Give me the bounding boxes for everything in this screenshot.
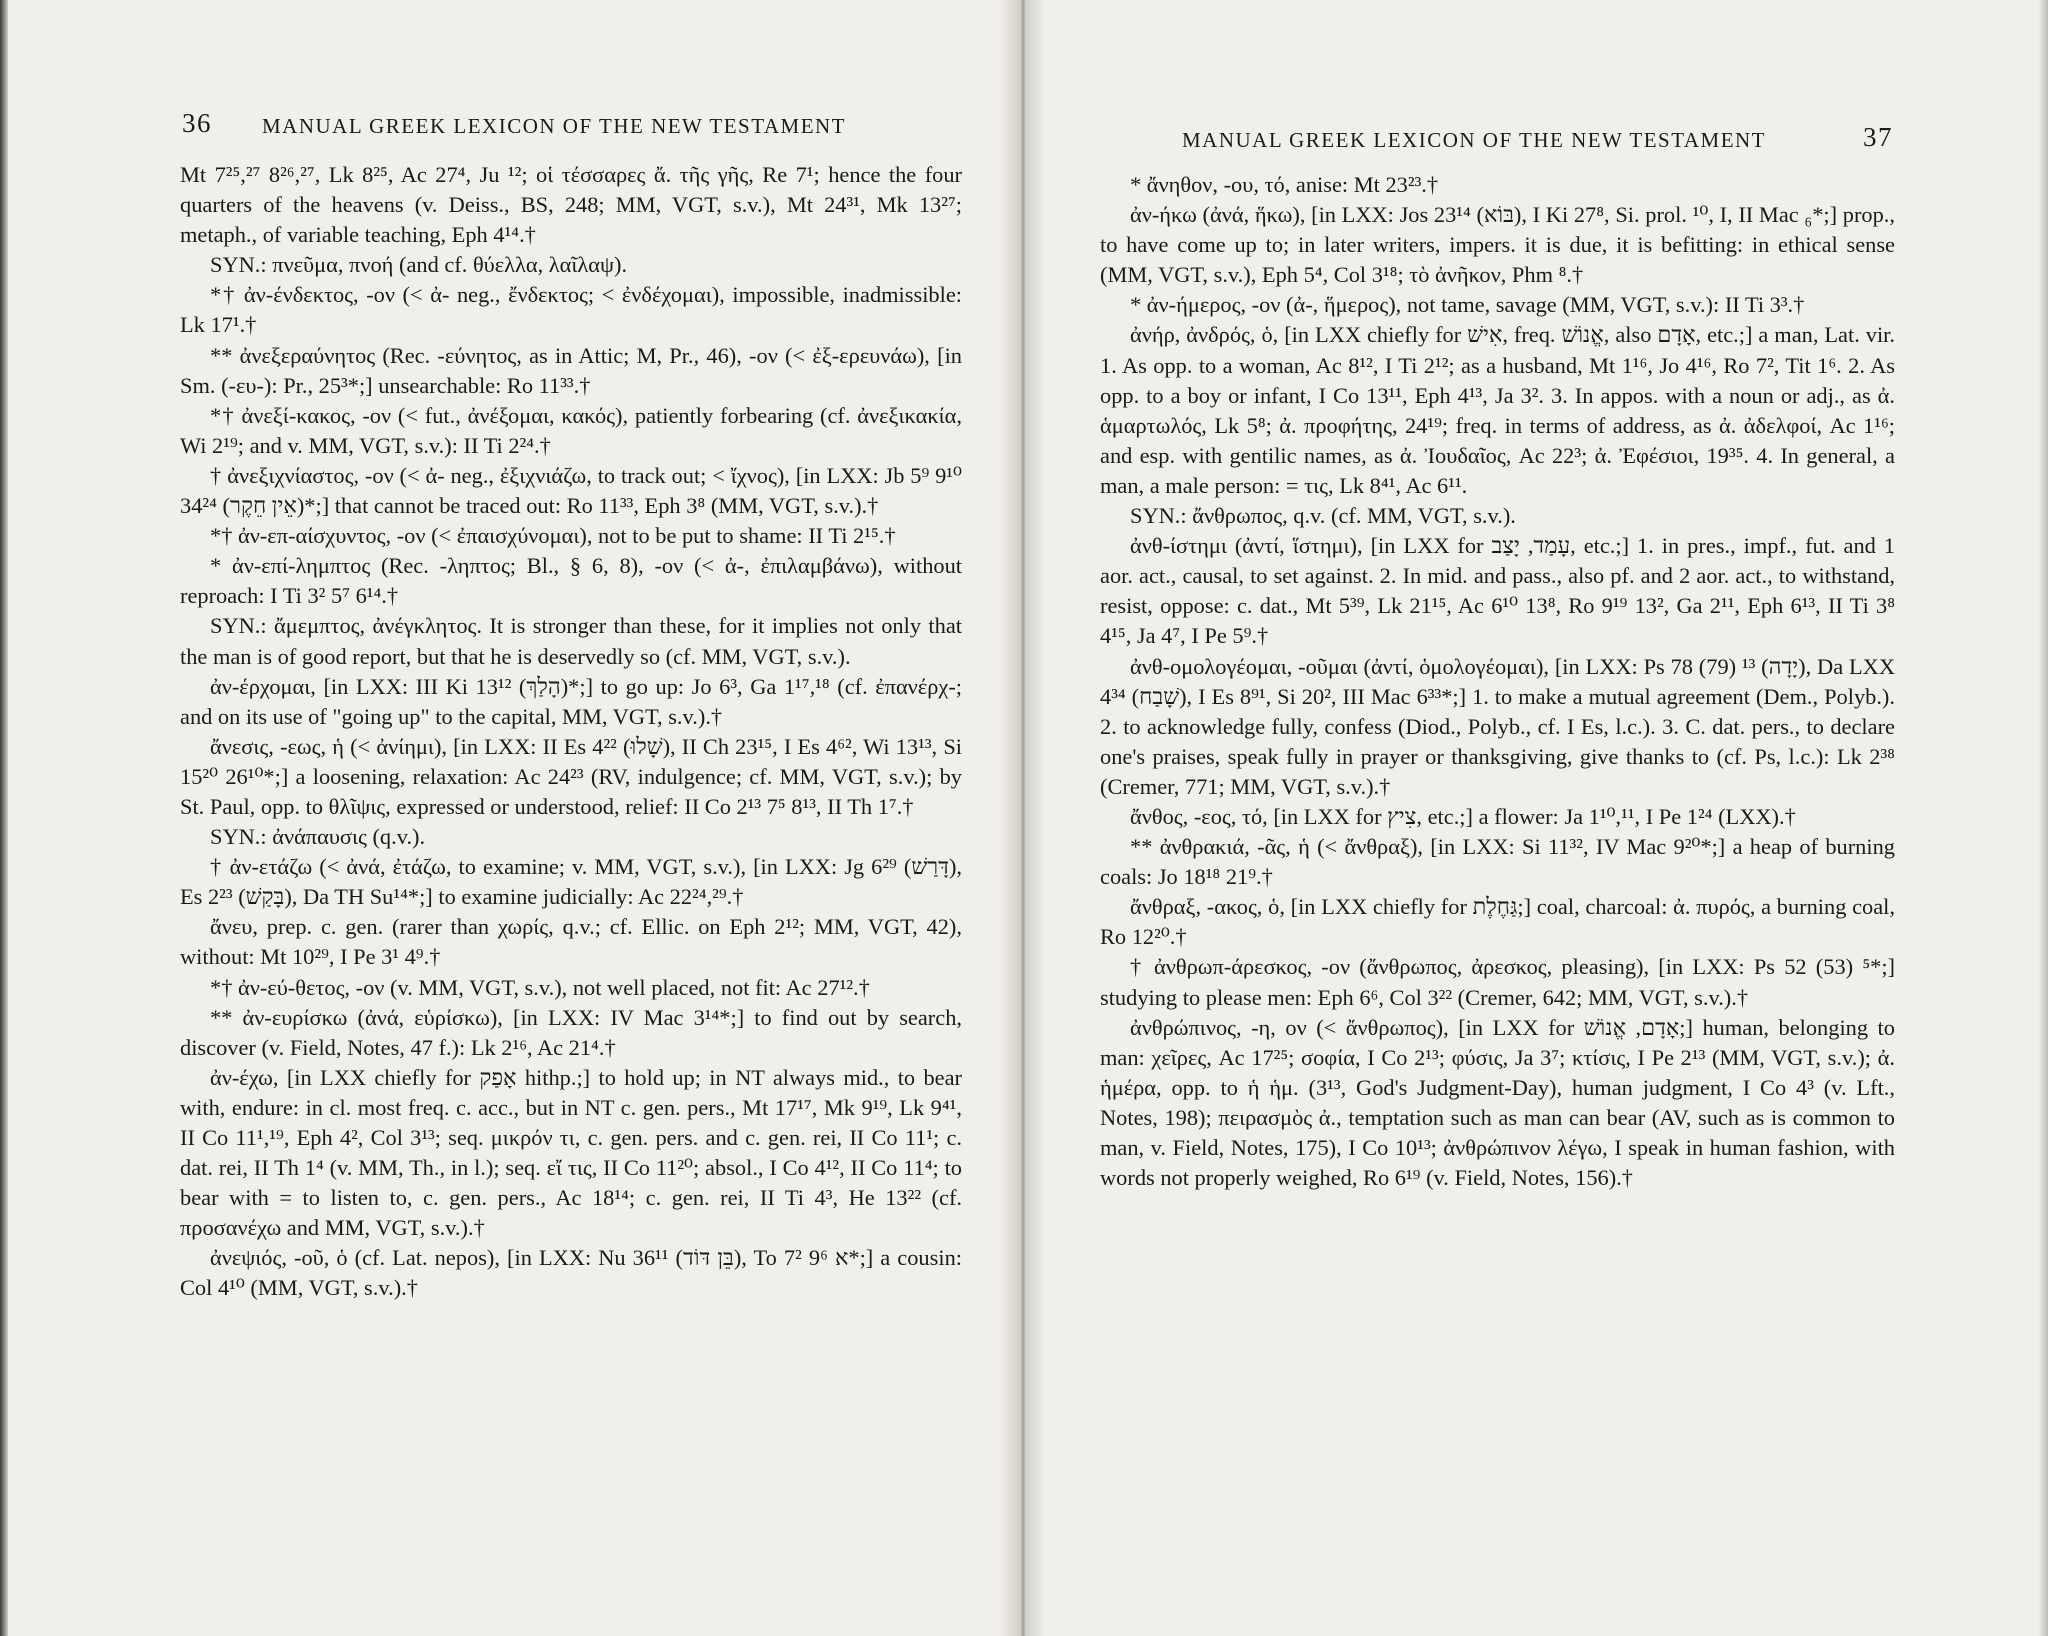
right-running-head: [1100, 122, 1895, 166]
right-page: [1100, 0, 1895, 1636]
lexicon-entry: ἄνθος, -εος, τό, [in LXX for צִיץ, etc.;] a flower: Ja 1¹⁰,¹¹, I Pe 1²⁴ (LXX).†: [1130, 803, 1796, 829]
lexicon-entry: * ἄνηθον, -ου, τό, anise: Mt 23²³.†: [1130, 172, 1439, 197]
lexicon-entry: *† ἀν-εύ-θετος, -ον (v. MM, VGT, s.v.), not well placed, not fit: Ac 27¹².†: [210, 974, 870, 1000]
lexicon-entry: * ἀν-επί-λημπτος (Rec. -ληπτος; Bl., § 6, 8), -ον (< ἀ-, ἐπιλαμβάνω), without reproach: I Ti 3² 5⁷ 6¹⁴.†: [180, 553, 962, 609]
lexicon-entry: SYN.: ἀνάπαυσις (q.v.).: [210, 824, 426, 850]
lexicon-entry: ἀν-έρχομαι, [in LXX: III Ki 13¹² (הָלַךְ)*;] to go up: Jo 6³, Ga 1¹⁷,¹⁸ (cf. ἐπανέρχ-; and on its use of "going up" to the capital, MM, VGT, s.v.).†: [180, 673, 962, 729]
lexicon-entry: ** ἀνθρακιά, -ᾶς, ἡ (< ἄνθραξ), [in LXX: Si 11³², IV Mac 9²⁰*;] a heap of burning coals: Jo 18¹⁸ 21⁹.†: [1100, 834, 1895, 890]
left-running-head: [180, 108, 962, 152]
page-edge-left: [0, 0, 8, 1636]
lexicon-entry: *† ἀν-ένδεκτος, -ον (< ἀ- neg., ἔνδεκτος; < ἐνδέχομαι), impossible, inadmissible: Lk 17¹.†: [180, 282, 962, 338]
lexicon-entry: ἀνθ-ίστημι (ἀντί, ἵστημι), [in LXX for עָמַד, יָצַב, etc.;] 1. in pres., impf., fut. and 1 aor. act., causal, to set against. 2. In mid. and pass., also pf. and 2 aor. act., to withstand, resist, oppose: c. dat., Mt 5³⁹, Lk 21¹⁵, Ac 6¹⁰ 13⁸, Ro 9¹⁹ 13², Ga 2¹¹, Eph 6¹³, II Ti 3⁸ 4¹⁵, Ja 4⁷, I Pe 5⁹.†: [1100, 533, 1895, 649]
lexicon-entry: ἀνθρώπινος, -η, ον (< ἄνθρωπος), [in LXX for אָדָם, אֱנוֹשׁ;] human, belonging to man: χεῖρες, Ac 17²⁵; σοφία, I Co 2¹³; φύσις, Ja 3⁷; κτίσις, I Pe 2¹³ (MM, VGT, s.v.); ἀ. ἡμέρα, opp. to ἡ ἡμ. (3¹³, God's Judgment-Day), human judgment, I Co 4³ (v. Lft., Notes, 198); πειρασμὸς ἀ., temptation such as man can bear (AV, such as is common to man, v. Field, Notes, 175), I Co 10¹³; ἀνθρώπινον λέγω, I speak in human fashion, with words not properly weighed, Ro 6¹⁹ (v. Field, Notes, 156).†: [1100, 1014, 1895, 1191]
lexicon-entry: * ἀν-ήμερος, -ον (ἀ-, ἥμερος), not tame, savage (MM, VGT, s.v.): II Ti 3³.†: [1130, 292, 1805, 318]
lexicon-entry: ἀν-έχω, [in LXX chiefly for אָפַק hithp.;] to hold up; in NT always mid., to bear with, endure: in cl. most freq. c. acc., but in NT c. gen. pers., Mt 17¹⁷, Mk 9¹⁹, Lk 9⁴¹, II Co 11¹,¹⁹, Eph 4², Col 3¹³; seq. μικρόν τι, c. gen. pers. and c. gen. rei, II Co 11¹; c. dat. rei, II Th 1⁴ (v. MM, Th., in l.); seq. εἴ τις, II Co 11²⁰; absol., I Co 4¹², II Co 11⁴; to bear with = to listen to, c. gen. pers., Ac 18¹⁴; c. gen. rei, II Ti 4³, He 13²² (cf. προσανέχω and MM, VGT, s.v.).†: [180, 1064, 962, 1241]
lexicon-entry: ἀνήρ, ἀνδρός, ὁ, [in LXX chiefly for אִישׁ, freq. אֱנוֹשׁ, also אָדָם, etc.;] a man, Lat. vir. 1. As opp. to a woman, Ac 8¹², I Ti 2¹²; as a husband, Mt 1¹⁶, Jo 4¹⁶, Ro 7², Tit 1⁶. 2. As opp. to a boy or infant, I Co 13¹¹, Eph 4¹³, Ja 3². 3. In appos. with a noun or adj., as ἀ. ἁμαρτωλός, Lk 5⁸; ἀ. προφήτης, 24¹⁹; freq. in terms of address, as ἀ. ἀδελφοί, Ac 1¹⁶; and esp. with gentilic names, as ἀ. Ἰουδαῖος, Ac 22³; ἀ. Ἐφέσιοι, 19³⁵. 4. In general, a man, a male person: = τις, Lk 8⁴¹, Ac 6¹¹.: [1100, 322, 1895, 498]
right-page-body: [1100, 170, 1895, 1193]
lexicon-entry: ἄνθραξ, -ακος, ὁ, [in LXX chiefly for גַּחֶלֶת;] coal, charcoal: ἀ. πυρός, a burning coal, Ro 12²⁰.†: [1100, 894, 1895, 950]
book-gutter: [1000, 0, 1046, 1636]
lexicon-entry: ἀνθ-ομολογέομαι, -οῦμαι (ἀντί, ὁμολογέομαι), [in LXX: Ps 78 (79) ¹³ (יָדָה), Da LXX 4³⁴ (שָׁבַח), I Es 8⁹¹, Si 20², III Mac 6³³*;] 1. to make a mutual agreement (Dem., Polyb.). 2. to acknowledge fully, confess (Diod., Polyb., cf. I Es, l.c.). 3. C. dat. pers., to declare one's praises, speak fully in prayer or thanksgiving, give thanks to (cf. Ps, l.c.): Lk 2³⁸ (Cremer, 771; MM, VGT, s.v.).†: [1100, 653, 1895, 799]
right-page-number: 37: [1863, 122, 1893, 152]
left-page-body: [180, 160, 962, 1304]
lexicon-entry: Mt 7²⁵,²⁷ 8²⁶,²⁷, Lk 8²⁵, Ac 27⁴, Ju ¹²; οἱ τέσσαρες ἄ. τῆς γῆς, Re 7¹; hence the four quarters of the heavens (v. Deiss., BS, 248; MM, VGT, s.v.), Mt 24³¹, Mk 13²⁷; metaph., of variable teaching, Eph 4¹⁴.†: [180, 162, 962, 248]
left-header-title: MANUAL GREEK LEXICON OF THE NEW TESTAMENT: [262, 114, 847, 138]
lexicon-entry: † ἀνεξιχνίαστος, -ον (< ἀ- neg., ἐξιχνιάζω, to track out; < ἴχνος), [in LXX: Jb 5⁹ 9¹⁰ 34²⁴ (אֵין חֵקֶר)*;] that cannot be traced out: Ro 11³³, Eph 3⁸ (MM, VGT, s.v.).†: [180, 462, 962, 519]
lexicon-entry: SYN.: ἄμεμπτος, ἀνέγκλητος. It is stronger than these, for it implies not only that the man is of good report, but that he is deservedly so (cf. MM, VGT, s.v.).: [180, 613, 962, 669]
page-edge-right: [2038, 0, 2048, 1636]
lexicon-entry: † ἀνθρωπ-άρεσκος, -ον (ἄνθρωπος, ἀρεσκος, pleasing), [in LXX: Ps 52 (53) ⁵*;] studying to please men: Eph 6⁶, Col 3²² (Cremer, 642; MM, VGT, s.v.).†: [1100, 954, 1895, 1010]
lexicon-entry: ἄνευ, prep. c. gen. (rarer than χωρίς, q.v.; cf. Ellic. on Eph 2¹²; MM, VGT, 42), without: Mt 10²⁹, I Pe 3¹ 4⁹.†: [180, 914, 962, 970]
left-page-number: 36: [182, 108, 212, 138]
lexicon-entry: † ἀν-ετάζω (< ἀνά, ἐτάζω, to examine; v. MM, VGT, s.v.), [in LXX: Jg 6²⁹ (דָּרַשׁ), Es 2²³ (בָּקַשׁ), Da TH Su¹⁴*;] to examine judicially: Ac 22²⁴,²⁹.†: [180, 854, 962, 910]
left-page: [180, 0, 962, 1636]
lexicon-entry: *† ἀν-επ-αίσχυντος, -ον (< ἐπαισχύνομαι), not to be put to shame: II Ti 2¹⁵.†: [210, 523, 896, 549]
lexicon-entry: *† ἀνεξί-κακος, -ον (< fut., ἀνέξομαι, κακός), patiently forbearing (cf. ἀνεξικακία, Wi 2¹⁹; and v. MM, VGT, s.v.): II Ti 2²⁴.†: [180, 402, 962, 458]
lexicon-entry: ἀνεψιός, -οῦ, ὁ (cf. Lat. nepos), [in LXX: Nu 36¹¹ (בֵּן דּוֹד), To 7² 9⁶ א*;] a cousin: Col 4¹⁰ (MM, VGT, s.v.).†: [180, 1245, 962, 1301]
right-header-title: MANUAL GREEK LEXICON OF THE NEW TESTAMENT: [1182, 128, 1767, 152]
lexicon-entry: SYN.: πνεῦμα, πνοή (and cf. θύελλα, λαῖλαψ).: [210, 252, 628, 278]
lexicon-entry: SYN.: ἄνθρωπος, q.v. (cf. MM, VGT, s.v.).: [1130, 503, 1516, 529]
lexicon-entry: ** ἀν-ευρίσκω (ἀνά, εὑρίσκω), [in LXX: IV Mac 3¹⁴*;] to find out by search, discover (v. Field, Notes, 47 f.): Lk 2¹⁶, Ac 21⁴.†: [180, 1004, 962, 1060]
lexicon-entry: ἀν-ήκω (ἀνά, ἥκω), [in LXX: Jos 23¹⁴ (בּוֹא), I Ki 27⁸, Si. prol. ¹⁰, I, II Mac ₆*;] prop., to have come up to; in later writers, impers. it is due, it is befitting: in ethical sense (MM, VGT, s.v.), Eph 5⁴, Col 3¹⁸; τὸ ἀνῆκον, Phm ⁸.†: [1100, 202, 1895, 288]
lexicon-entry: ** ἀνεξεραύνητος (Rec. -εύνητος, as in Attic; M, Pr., 46), -ον (< ἐξ-ερευνάω), [in Sm. (-ευ-): Pr., 25³*;] unsearchable: Ro 11³³.†: [180, 342, 962, 398]
lexicon-entry: ἄνεσις, -εως, ἡ (< ἀνίημι), [in LXX: II Es 4²² (שָׁלוּ), II Ch 23¹⁵, I Es 4⁶², Wi 13¹³, Si 15²⁰ 26¹⁰*;] a loosening, relaxation: Ac 24²³ (RV, indulgence; cf. MM, VGT, s.v.); by St. Paul, opp. to θλῖψις, expressed or understood, relief: II Co 2¹³ 7⁵ 8¹³, II Th 1⁷.†: [180, 733, 962, 819]
